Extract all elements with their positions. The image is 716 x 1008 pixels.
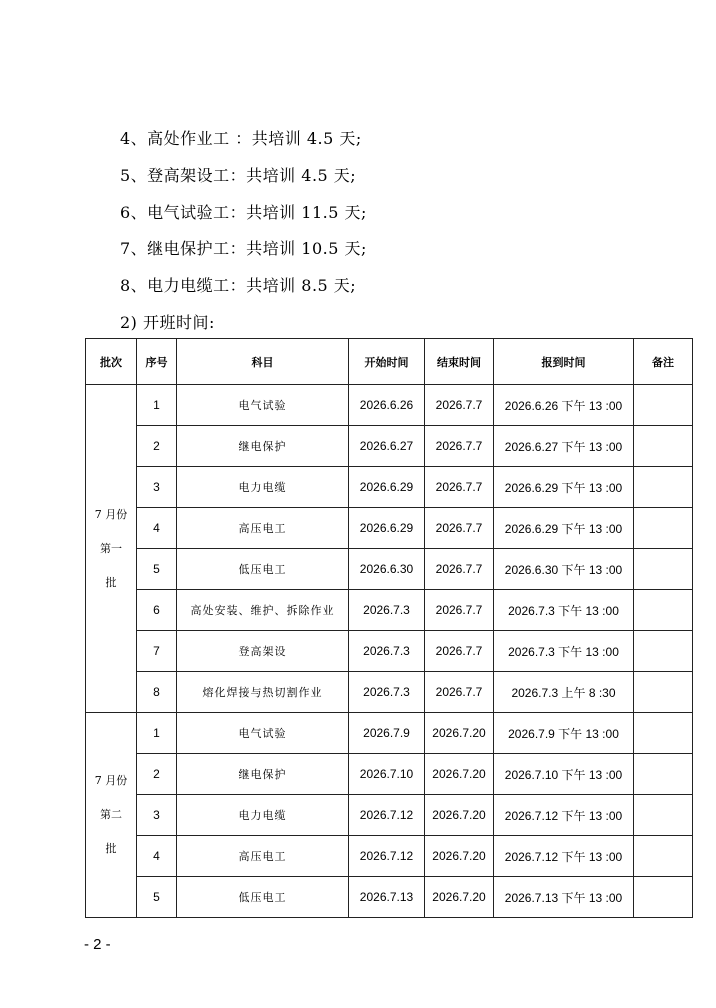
column-header: 备注 (634, 339, 693, 385)
table-row (86, 836, 693, 877)
note-cell (634, 795, 693, 836)
report-time-cell: 2026.6.27 下午 13 :00 (494, 426, 634, 467)
subject-cell: 电气试验 (177, 385, 349, 426)
end-date-cell: 2026.7.7 (425, 385, 494, 426)
start-date-cell: 2026.7.9 (349, 713, 425, 754)
batch-label-line: 批 (105, 842, 117, 855)
report-time-cell: 2026.6.30 下午 13 :00 (494, 549, 634, 590)
report-time-cell: 2026.6.29 下午 13 :00 (494, 508, 634, 549)
table-body (86, 385, 693, 918)
table-row (86, 631, 693, 672)
row-number-cell: 2 (137, 426, 177, 467)
end-date-cell: 2026.7.20 (425, 713, 494, 754)
subject-cell: 电气试验 (177, 713, 349, 754)
table-row (86, 426, 693, 467)
report-time-cell: 2026.7.3 下午 13 :00 (494, 590, 634, 631)
end-date-cell: 2026.7.20 (425, 877, 494, 918)
start-date-cell: 2026.6.29 (349, 508, 425, 549)
table-row (86, 467, 693, 508)
start-date-cell: 2026.7.12 (349, 795, 425, 836)
row-number-cell: 1 (137, 385, 177, 426)
table-row (86, 713, 693, 754)
note-cell (634, 590, 693, 631)
page-number: - 2 - (84, 936, 111, 953)
note-cell (634, 508, 693, 549)
report-time-cell: 2026.7.13 下午 13 :00 (494, 877, 634, 918)
row-number-cell: 3 (137, 467, 177, 508)
batch-cell (86, 713, 137, 918)
start-date-cell: 2026.6.26 (349, 385, 425, 426)
training-paragraph: 8、电力电缆工：共培训 8.5 天; (120, 276, 357, 295)
report-time-cell: 2026.7.12 下午 13 :00 (494, 795, 634, 836)
subject-cell: 低压电工 (177, 877, 349, 918)
start-date-cell: 2026.7.13 (349, 877, 425, 918)
end-date-cell: 2026.7.7 (425, 426, 494, 467)
schedule-table (85, 338, 693, 918)
table-row (86, 672, 693, 713)
batch-cell (86, 385, 137, 713)
batch-label-line: 第一 (100, 541, 122, 555)
table-row (86, 385, 693, 426)
start-date-cell: 2026.7.3 (349, 631, 425, 672)
batch-label-line: 7 月份 (94, 507, 128, 521)
end-date-cell: 2026.7.7 (425, 508, 494, 549)
report-time-cell: 2026.6.26 下午 13 :00 (494, 385, 634, 426)
section-heading: 2) 开班时间: (120, 313, 215, 332)
note-cell (634, 672, 693, 713)
report-time-cell: 2026.7.3 上午 8 :30 (494, 672, 634, 713)
row-number-cell: 8 (137, 672, 177, 713)
row-number-cell: 5 (137, 877, 177, 918)
end-date-cell: 2026.7.7 (425, 467, 494, 508)
table-row (86, 590, 693, 631)
report-time-cell: 2026.6.29 下午 13 :00 (494, 467, 634, 508)
column-header: 序号 (137, 339, 177, 385)
start-date-cell: 2026.6.29 (349, 467, 425, 508)
column-header: 科目 (177, 339, 349, 385)
row-number-cell: 1 (137, 713, 177, 754)
batch-label-line: 批 (105, 575, 117, 589)
training-paragraph: 4、高处作业工 ：共培训 4.5 天; (120, 129, 362, 148)
row-number-cell: 7 (137, 631, 177, 672)
note-cell (634, 836, 693, 877)
row-number-cell: 6 (137, 590, 177, 631)
table-row (86, 795, 693, 836)
start-date-cell: 2026.6.27 (349, 426, 425, 467)
note-cell (634, 754, 693, 795)
subject-cell: 继电保护 (177, 426, 349, 467)
subject-cell: 高压电工 (177, 508, 349, 549)
report-time-cell: 2026.7.9 下午 13 :00 (494, 713, 634, 754)
subject-cell: 低压电工 (177, 549, 349, 590)
end-date-cell: 2026.7.20 (425, 754, 494, 795)
end-date-cell: 2026.7.20 (425, 795, 494, 836)
table-row (86, 877, 693, 918)
note-cell (634, 467, 693, 508)
training-paragraph: 6、电气试验工：共培训 11.5 天; (120, 203, 367, 222)
table-header-row (86, 339, 693, 385)
end-date-cell: 2026.7.20 (425, 836, 494, 877)
row-number-cell: 4 (137, 836, 177, 877)
note-cell (634, 426, 693, 467)
start-date-cell: 2026.7.10 (349, 754, 425, 795)
training-paragraph: 7、继电保护工：共培训 10.5 天; (120, 239, 367, 258)
note-cell (634, 713, 693, 754)
table-row (86, 754, 693, 795)
subject-cell: 电力电缆 (177, 467, 349, 508)
end-date-cell: 2026.7.7 (425, 631, 494, 672)
subject-cell: 登高架设 (177, 631, 349, 672)
batch-label-line: 7 月份 (94, 774, 128, 787)
column-header: 结束时间 (425, 339, 494, 385)
subject-cell: 电力电缆 (177, 795, 349, 836)
column-header: 开始时间 (349, 339, 425, 385)
subject-cell: 继电保护 (177, 754, 349, 795)
start-date-cell: 2026.7.12 (349, 836, 425, 877)
note-cell (634, 877, 693, 918)
row-number-cell: 5 (137, 549, 177, 590)
start-date-cell: 2026.7.3 (349, 590, 425, 631)
end-date-cell: 2026.7.7 (425, 590, 494, 631)
subject-cell: 高处安装、维护、拆除作业 (177, 590, 349, 631)
note-cell (634, 631, 693, 672)
table-row (86, 549, 693, 590)
subject-cell: 高压电工 (177, 836, 349, 877)
training-paragraph: 5、登高架设工：共培训 4.5 天; (120, 166, 357, 185)
table-row (86, 508, 693, 549)
column-header: 批次 (86, 339, 137, 385)
row-number-cell: 2 (137, 754, 177, 795)
row-number-cell: 3 (137, 795, 177, 836)
report-time-cell: 2026.7.3 下午 13 :00 (494, 631, 634, 672)
report-time-cell: 2026.7.10 下午 13 :00 (494, 754, 634, 795)
column-header: 报到时间 (494, 339, 634, 385)
batch-label-line: 第二 (100, 808, 122, 821)
end-date-cell: 2026.7.7 (425, 549, 494, 590)
row-number-cell: 4 (137, 508, 177, 549)
end-date-cell: 2026.7.7 (425, 672, 494, 713)
note-cell (634, 385, 693, 426)
start-date-cell: 2026.6.30 (349, 549, 425, 590)
report-time-cell: 2026.7.12 下午 13 :00 (494, 836, 634, 877)
subject-cell: 熔化焊接与热切割作业 (177, 672, 349, 713)
note-cell (634, 549, 693, 590)
start-date-cell: 2026.7.3 (349, 672, 425, 713)
